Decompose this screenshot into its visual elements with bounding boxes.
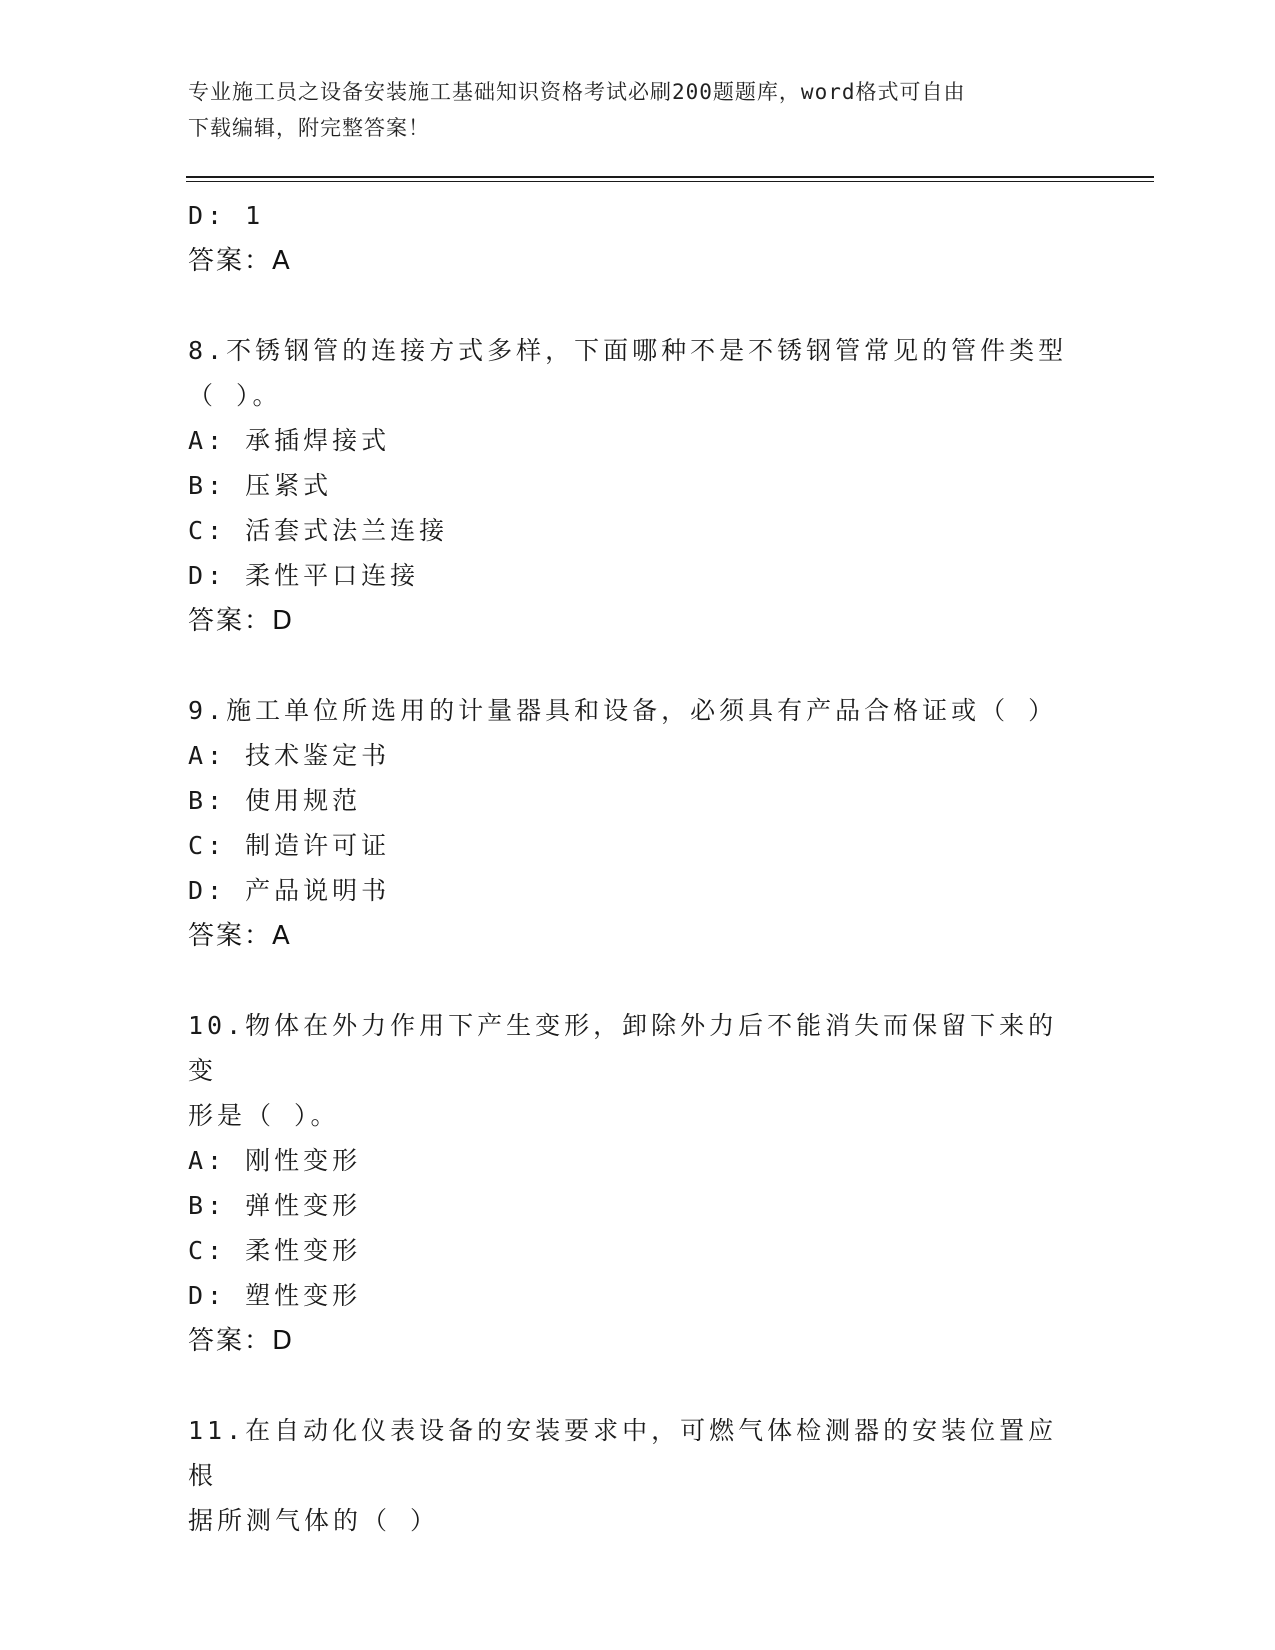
- header-title-line-1: 专业施工员之设备安装施工基础知识资格考试必刷200题题库，word格式可自由: [188, 80, 966, 104]
- question-stem-line-1: 10.物体在外力作用下产生变形，卸除外力后不能消失而保留下来的变: [188, 1011, 1058, 1085]
- question-stem: [188, 688, 1068, 733]
- option-d: D: 1: [188, 201, 265, 230]
- header-divider-thick: [186, 176, 1154, 178]
- answer: 答案：D: [188, 1326, 295, 1356]
- option-b: B: 使用规范: [188, 786, 362, 815]
- question-stem: [188, 328, 1068, 418]
- question-stem-line-1: 8.不锈钢管的连接方式多样，下面哪种不是不锈钢管常见的管件类型: [188, 336, 1068, 365]
- question-10: [188, 1003, 1088, 1364]
- option-c: C: 制造许可证: [188, 831, 391, 860]
- option-a: A: 刚性变形: [188, 1146, 362, 1175]
- answer: 答案：A: [188, 921, 292, 951]
- option-c: C: 活套式法兰连接: [188, 516, 449, 545]
- option-a: A: 技术鉴定书: [188, 741, 391, 770]
- header-divider-thin: [186, 181, 1154, 182]
- question-9: [188, 688, 1088, 959]
- carryover-block: [188, 193, 1088, 284]
- question-11: [188, 1408, 1088, 1543]
- option-d: D: 产品说明书: [188, 876, 391, 905]
- option-d: D: 柔性平口连接: [188, 561, 420, 590]
- document-body: [188, 193, 1088, 1543]
- question-8: [188, 328, 1088, 644]
- header-title-line-2: 下载编辑，附完整答案！: [188, 116, 430, 140]
- question-stem: [188, 1003, 1068, 1138]
- question-stem-line-1: 9.施工单位所选用的计量器具和设备，必须具有产品合格证或（ ）: [188, 696, 1058, 725]
- answer: 答案：D: [188, 606, 295, 636]
- document-header: [188, 74, 1068, 146]
- answer: 答案：A: [188, 246, 292, 276]
- question-stem-line-2: 形是（ ）。: [188, 1101, 340, 1130]
- option-b: B: 弹性变形: [188, 1191, 362, 1220]
- question-stem-line-2: 据所测气体的（ ）: [188, 1506, 440, 1535]
- option-d: D: 塑性变形: [188, 1281, 362, 1310]
- option-a: A: 承插焊接式: [188, 426, 391, 455]
- option-b: B: 压紧式: [188, 471, 333, 500]
- option-c: C: 柔性变形: [188, 1236, 362, 1265]
- question-stem-line-1: 11.在自动化仪表设备的安装要求中，可燃气体检测器的安装位置应根: [188, 1416, 1058, 1490]
- question-stem: [188, 1408, 1068, 1543]
- question-stem-line-2: （ ）。: [188, 381, 282, 410]
